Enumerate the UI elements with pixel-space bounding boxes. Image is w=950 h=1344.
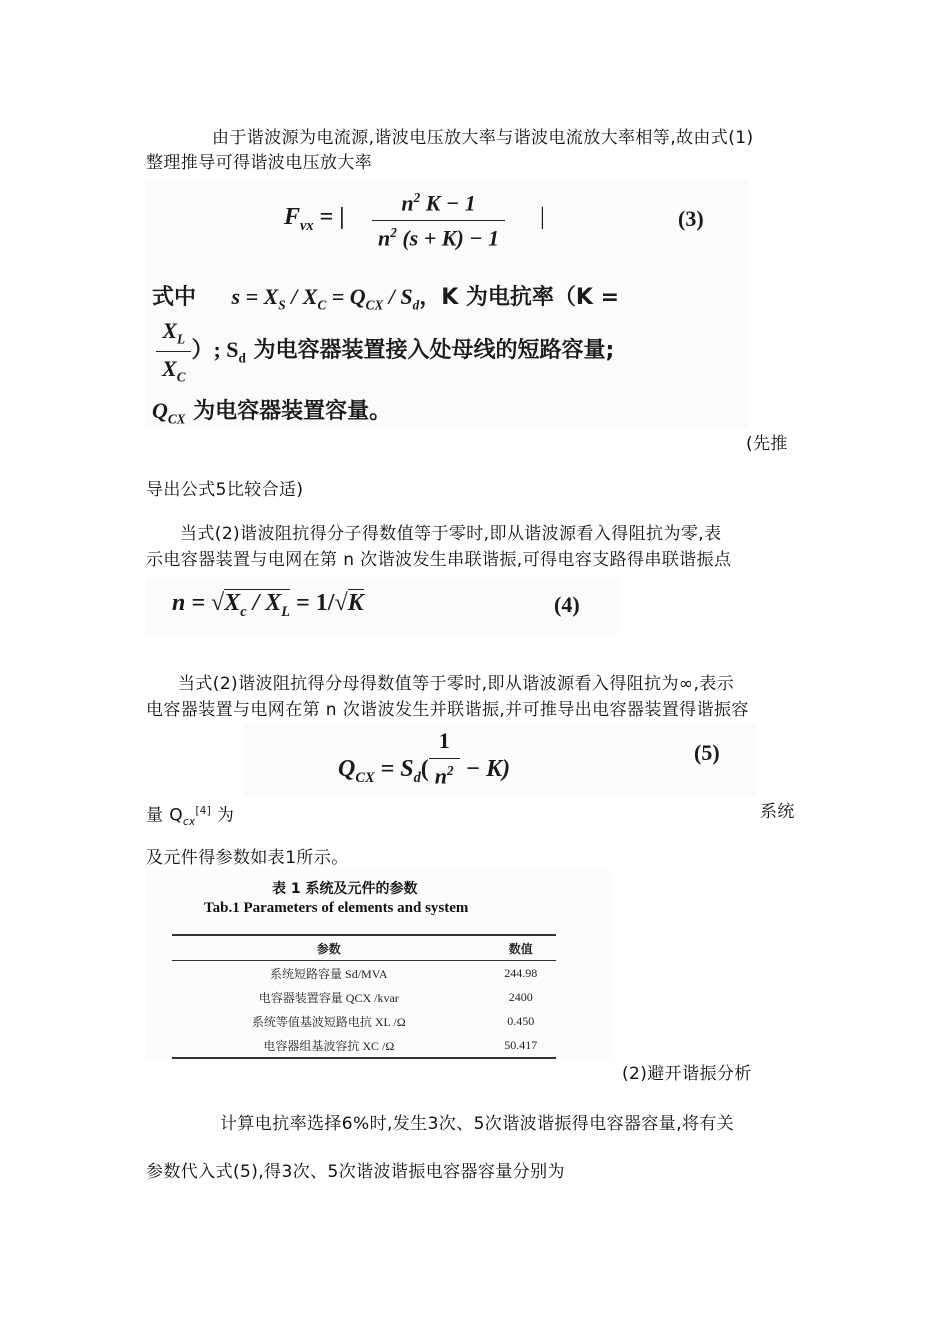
paragraph-line: 由于谐波源为电流源,谐波电压放大率与谐波电流放大率相等,故由式(1) xyxy=(212,128,754,148)
paragraph-line: 当式(2)谐波阻抗得分母得数值等于零时,即从谐波源看入得阻抗为∞,表示 xyxy=(178,674,735,694)
eq3-where-line1: 式中 $s = X_S / X_C = Q_{CX} / S_d$，K 为电抗率（K = xyxy=(152,284,620,313)
eq3-fraction: $\frac{n^2 K - 1}{n^2 (s + K) - 1}$ xyxy=(372,190,505,252)
table-cell: 244.98 xyxy=(504,965,538,980)
table-title-en: Tab.1 Parameters of elements and system xyxy=(204,900,469,916)
paragraph-line: 及元件得参数如表1所示。 xyxy=(146,848,349,868)
parameters-table xyxy=(172,934,556,1059)
table-header: 参数 xyxy=(172,935,486,961)
equation-4-image xyxy=(146,578,620,634)
note-text: 导出公式5比较合适) xyxy=(146,480,304,500)
paragraph-line: 系统 xyxy=(760,802,795,822)
paragraph-line: 参数代入式(5),得3次、5次谐波谐振电容器容量分别为 xyxy=(146,1162,565,1182)
eq3-label: (3) xyxy=(678,206,704,231)
paragraph-line: 电容器装置与电网在第 n 次谐波发生并联谐振,并可推导出电容器装置得谐振容 xyxy=(146,700,749,720)
eq5-label: (5) xyxy=(694,740,720,765)
paragraph-line: 量 $Q_{cx}[4]$ 为 xyxy=(146,805,235,829)
table-cell: 系统短路容量 Sd/MVA xyxy=(270,966,388,981)
table-row xyxy=(172,961,556,986)
section-heading: (2)避开谐振分析 xyxy=(622,1064,752,1084)
table-cell: 电容器组基波容抗 XC /Ω xyxy=(172,1033,486,1058)
paragraph-line: 当式(2)谐波阻抗得分子得数值等于零时,即从谐波源看入得阻抗为零,表 xyxy=(180,524,722,544)
eq3-lhs: $F_{vx}$ = | xyxy=(284,204,345,234)
table-1-image xyxy=(146,870,612,1060)
table-header: 数值 xyxy=(486,935,556,961)
table-cell: 2400 xyxy=(508,989,533,1004)
eq3-where-line3: $Q_{CX}$ 为电容器装置容量。 xyxy=(152,398,392,427)
paragraph-line: 示电容器装置与电网在第 n 次谐波发生串联谐振,可得电容支路得串联谐振点 xyxy=(146,550,732,570)
note-text: (先推 xyxy=(746,434,788,454)
table-row xyxy=(172,1009,556,1033)
paragraph-line: 整理推导可得谐波电压放大率 xyxy=(146,153,373,173)
eq4-label: (4) xyxy=(554,592,580,617)
eq3-where-line2: $\frac{X_L}{X_C}$ ）; $S_d$ 为电容器装置接入处母线的短路容量; xyxy=(156,318,614,386)
equation-3-image xyxy=(146,180,748,428)
table-cell: 0.450 xyxy=(507,1013,535,1028)
equation-5-image xyxy=(244,724,756,796)
eq3-abs-bar: | xyxy=(540,204,545,230)
eq4-body: $n = √X_c / X_L = 1/√K$ xyxy=(172,590,364,620)
table-cell: 系统等值基波短路电抗 XL /Ω xyxy=(251,1014,406,1029)
eq5-body: $Q_{CX} = S_d$( $\frac{1}{n^2}$ − K) xyxy=(338,728,511,789)
paragraph-line: 计算电抗率选择6%时,发生3次、5次谐波谐振得电容器容量,将有关 xyxy=(220,1114,735,1134)
table-row xyxy=(172,985,556,1009)
table-cell: 50.417 xyxy=(486,1033,556,1058)
table-row xyxy=(172,1033,556,1058)
table-cell: 电容器装置容量 QCX /kvar xyxy=(258,990,399,1005)
table-title-cn: 表 1 系统及元件的参数 xyxy=(272,881,418,897)
